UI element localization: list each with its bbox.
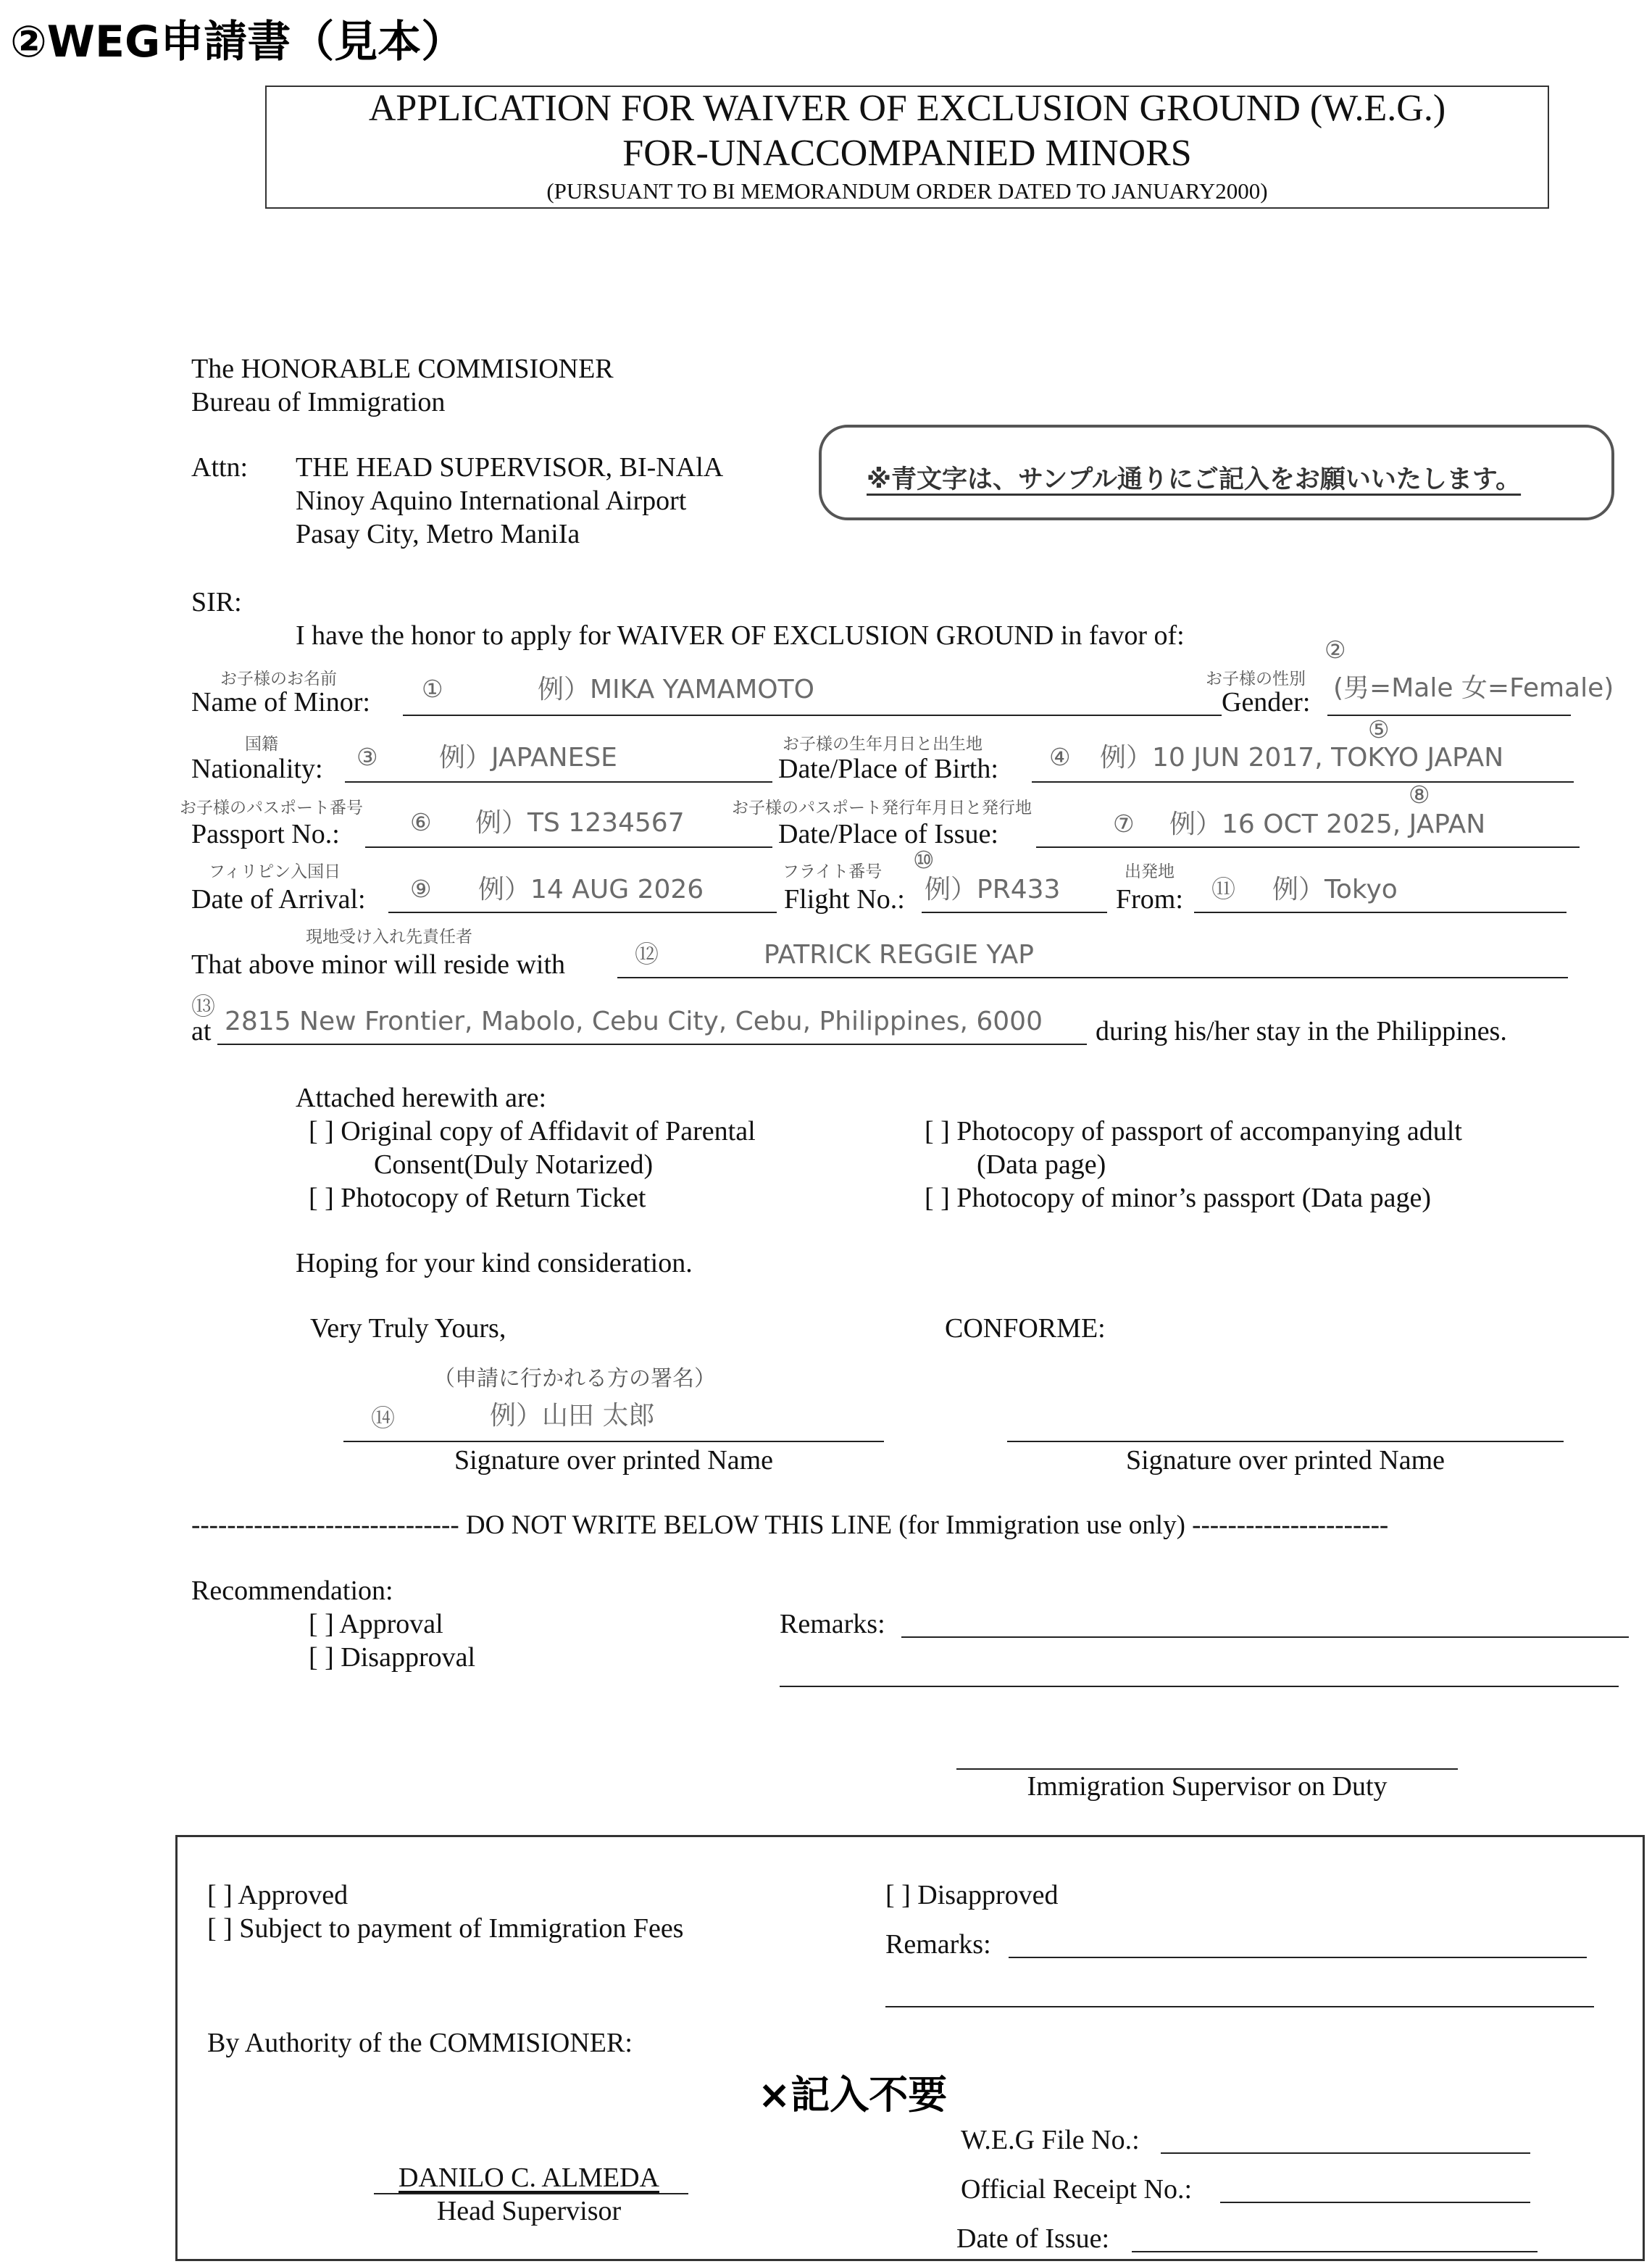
gender-label: Gender:	[1222, 687, 1311, 717]
attachment-adult-passport[interactable]: [ ] Photocopy of passport of accompanying adult	[925, 1116, 1462, 1146]
official-remarks-line1	[901, 1636, 1629, 1638]
name-label: Name of Minor:	[191, 687, 370, 717]
name-value[interactable]: 例）MIKA YAMAMOTO	[538, 675, 814, 704]
gender-hint: お子様の性別	[1206, 670, 1306, 688]
issue-label: Date/Place of Issue:	[778, 819, 998, 849]
notice-text: ※青文字は、サンプル通りにご記入をお願いいたします。	[867, 465, 1522, 494]
from-hint: 出発地	[1125, 862, 1175, 881]
passport-value[interactable]: 例）TS 1234567	[475, 808, 685, 838]
intro-text: I have the honor to apply for WAIVER OF EXCLUSION GROUND in favor of:	[296, 620, 1185, 651]
official-remarks-label: Remarks:	[780, 1609, 885, 1639]
date-issue-line	[1132, 2251, 1538, 2252]
supervisor-label: Immigration Supervisor on Duty	[1027, 1771, 1388, 1802]
name-line	[403, 715, 1222, 716]
signer-hint: （申請に行かれる方の署名）	[433, 1366, 716, 1391]
disapproved-option: [ ] Disapproved	[885, 1880, 1059, 1910]
attn-label: Attn:	[191, 452, 249, 483]
arrival-value[interactable]: 例）14 AUG 2026	[478, 875, 704, 904]
date-issue-label: Date of Issue:	[956, 2223, 1110, 2254]
from-num: ⑪	[1211, 875, 1235, 903]
signature-line-left	[343, 1441, 884, 1442]
reside-hint: 現地受け入れ先責任者	[306, 928, 472, 946]
address-value[interactable]: 2815 New Frontier, Mabolo, Cebu City, Cebu, Philippines, 6000	[225, 1007, 1043, 1036]
signature-line-right[interactable]	[1007, 1441, 1564, 1442]
attn-line2: Ninoy Aquino International Airport	[296, 486, 687, 516]
issue-line	[1036, 846, 1580, 848]
birth-value[interactable]: 例）10 JUN 2017, TOKYO JAPAN	[1100, 743, 1504, 773]
attn-line1: THE HEAD SUPERVISOR, BI-NAlA	[296, 452, 724, 483]
weg-file-line	[1161, 2152, 1530, 2154]
reside-label: That above minor will reside with	[191, 949, 566, 980]
signer-num: ⑭	[371, 1404, 395, 1432]
name-hint: お子様のお名前	[220, 670, 337, 688]
gender-num: ②	[1324, 636, 1346, 664]
signer-value[interactable]: 例）山田 太郎	[490, 1401, 655, 1431]
attachment-return-ticket[interactable]: [ ] Photocopy of Return Ticket	[309, 1183, 646, 1213]
arrival-hint: フィリピン入国日	[209, 862, 341, 881]
signature-label-right: Signature over printed Name	[1125, 1445, 1446, 1476]
nationality-hint: 国籍	[245, 735, 278, 754]
approved-option: [ ] Approved	[207, 1880, 349, 1910]
flight-num: ⑩	[913, 846, 935, 874]
form-title-line2: FOR-UNACCOMPANIED MINORS	[622, 133, 1192, 174]
flight-line	[922, 912, 1107, 913]
name-num: ①	[422, 675, 443, 703]
receipt-line	[1220, 2202, 1530, 2203]
recommendation-label: Recommendation:	[191, 1576, 393, 1606]
from-line	[1194, 912, 1567, 913]
conforme-text: CONFORME:	[945, 1313, 1106, 1344]
address-num: ⑬	[191, 992, 215, 1020]
do-not-write-divider: ------------------------------ DO NOT WRITE BELOW THIS LINE (for Immigration use only) ----------------------	[191, 1510, 1389, 1540]
attachment-affidavit-cont: Consent(Duly Notarized)	[374, 1149, 654, 1180]
form-title-line1: APPLICATION FOR WAIVER OF EXCLUSION GROUND (W.E.G.)	[368, 88, 1446, 129]
attn-line3: Pasay City, Metro ManiIa	[296, 519, 580, 549]
attachment-minor-passport[interactable]: [ ] Photocopy of minor’s passport (Data page)	[925, 1183, 1431, 1213]
arrival-label: Date of Arrival:	[191, 884, 366, 915]
issue-hint: お子様のパスポート発行年月日と発行地	[732, 799, 1032, 817]
flight-value[interactable]: 例）PR433	[925, 875, 1061, 904]
birth-num: ④	[1049, 743, 1071, 771]
reside-num: ⑫	[635, 940, 659, 968]
official-remarks-line2	[780, 1686, 1619, 1687]
reside-value[interactable]: PATRICK REGGIE YAP	[764, 940, 1034, 970]
birth-num2: ⑤	[1368, 715, 1390, 744]
nationality-value[interactable]: 例）JAPANESE	[439, 743, 617, 773]
gender-value[interactable]: (男=Male 女=Female)	[1333, 673, 1614, 703]
nationality-line	[345, 781, 772, 783]
yours-text: Very Truly Yours,	[310, 1313, 506, 1344]
head-supervisor-name: DANILO C. ALMEDA	[399, 2163, 659, 2193]
arrival-line	[388, 912, 777, 913]
passport-label: Passport No.:	[191, 819, 340, 849]
address-label: at	[191, 1016, 212, 1046]
birth-label: Date/Place of Birth:	[778, 754, 998, 784]
disapproval-option: [ ] Disapproval	[309, 1642, 476, 1673]
head-supervisor-line	[374, 2193, 688, 2194]
issue-num2: ⑧	[1409, 781, 1430, 809]
address-suffix: during his/her stay in the Philippines.	[1096, 1016, 1507, 1046]
passport-line	[365, 846, 772, 848]
birth-line	[1032, 781, 1574, 783]
issue-num: ⑦	[1113, 810, 1135, 838]
reside-line	[617, 977, 1568, 978]
weg-file-label: W.E.G File No.:	[961, 2125, 1140, 2155]
attachment-adult-passport-cont: (Data page)	[977, 1149, 1106, 1180]
attachments-heading: Attached herewith are:	[296, 1083, 547, 1113]
receipt-label: Official Receipt No.:	[961, 2174, 1193, 2205]
approval-option: [ ] Approval	[309, 1609, 443, 1639]
box-remarks-line2	[885, 2006, 1594, 2007]
addressee-line1: The HONORABLE COMMISIONER	[191, 354, 614, 384]
attachment-affidavit[interactable]: [ ] Original copy of Affidavit of Parental	[309, 1116, 756, 1146]
nationality-label: Nationality:	[191, 754, 323, 784]
head-supervisor-title: Head Supervisor	[436, 2196, 622, 2226]
hoping-text: Hoping for your kind consideration.	[296, 1248, 693, 1278]
box-remarks-label: Remarks:	[885, 1929, 991, 1960]
from-label: From:	[1116, 884, 1183, 915]
gender-line	[1327, 715, 1571, 716]
arrival-num: ⑨	[410, 875, 432, 903]
box-remarks-line1	[1009, 1957, 1587, 1958]
from-value[interactable]: 例）Tokyo	[1272, 875, 1398, 904]
flight-label: Flight No.:	[784, 884, 905, 915]
nationality-num: ③	[356, 743, 378, 771]
sample-title: ②WEG申請書（見本）	[10, 17, 465, 67]
authority-label: By Authority of the COMMISIONER:	[207, 2028, 633, 2058]
form-subtitle: (PURSUANT TO BI MEMORANDUM ORDER DATED TO JANUARY2000)	[546, 178, 1268, 204]
supervisor-sign-line	[956, 1768, 1458, 1770]
subject-fees-option: [ ] Subject to payment of Immigration Fees	[207, 1913, 684, 1944]
flight-hint: フライト番号	[783, 862, 883, 881]
signature-label-left: Signature over printed Name	[454, 1445, 774, 1476]
addressee-line2: Bureau of Immigration	[191, 387, 446, 417]
passport-num: ⑥	[410, 808, 432, 836]
birth-hint: お子様の生年月日と出生地	[783, 735, 983, 754]
issue-value[interactable]: 例）16 OCT 2025, JAPAN	[1169, 810, 1486, 839]
passport-hint: お子様のパスポート番号	[180, 799, 363, 817]
salutation: SIR:	[191, 587, 242, 617]
address-line	[217, 1044, 1087, 1045]
no-entry-note: ×記入不要	[758, 2072, 948, 2118]
